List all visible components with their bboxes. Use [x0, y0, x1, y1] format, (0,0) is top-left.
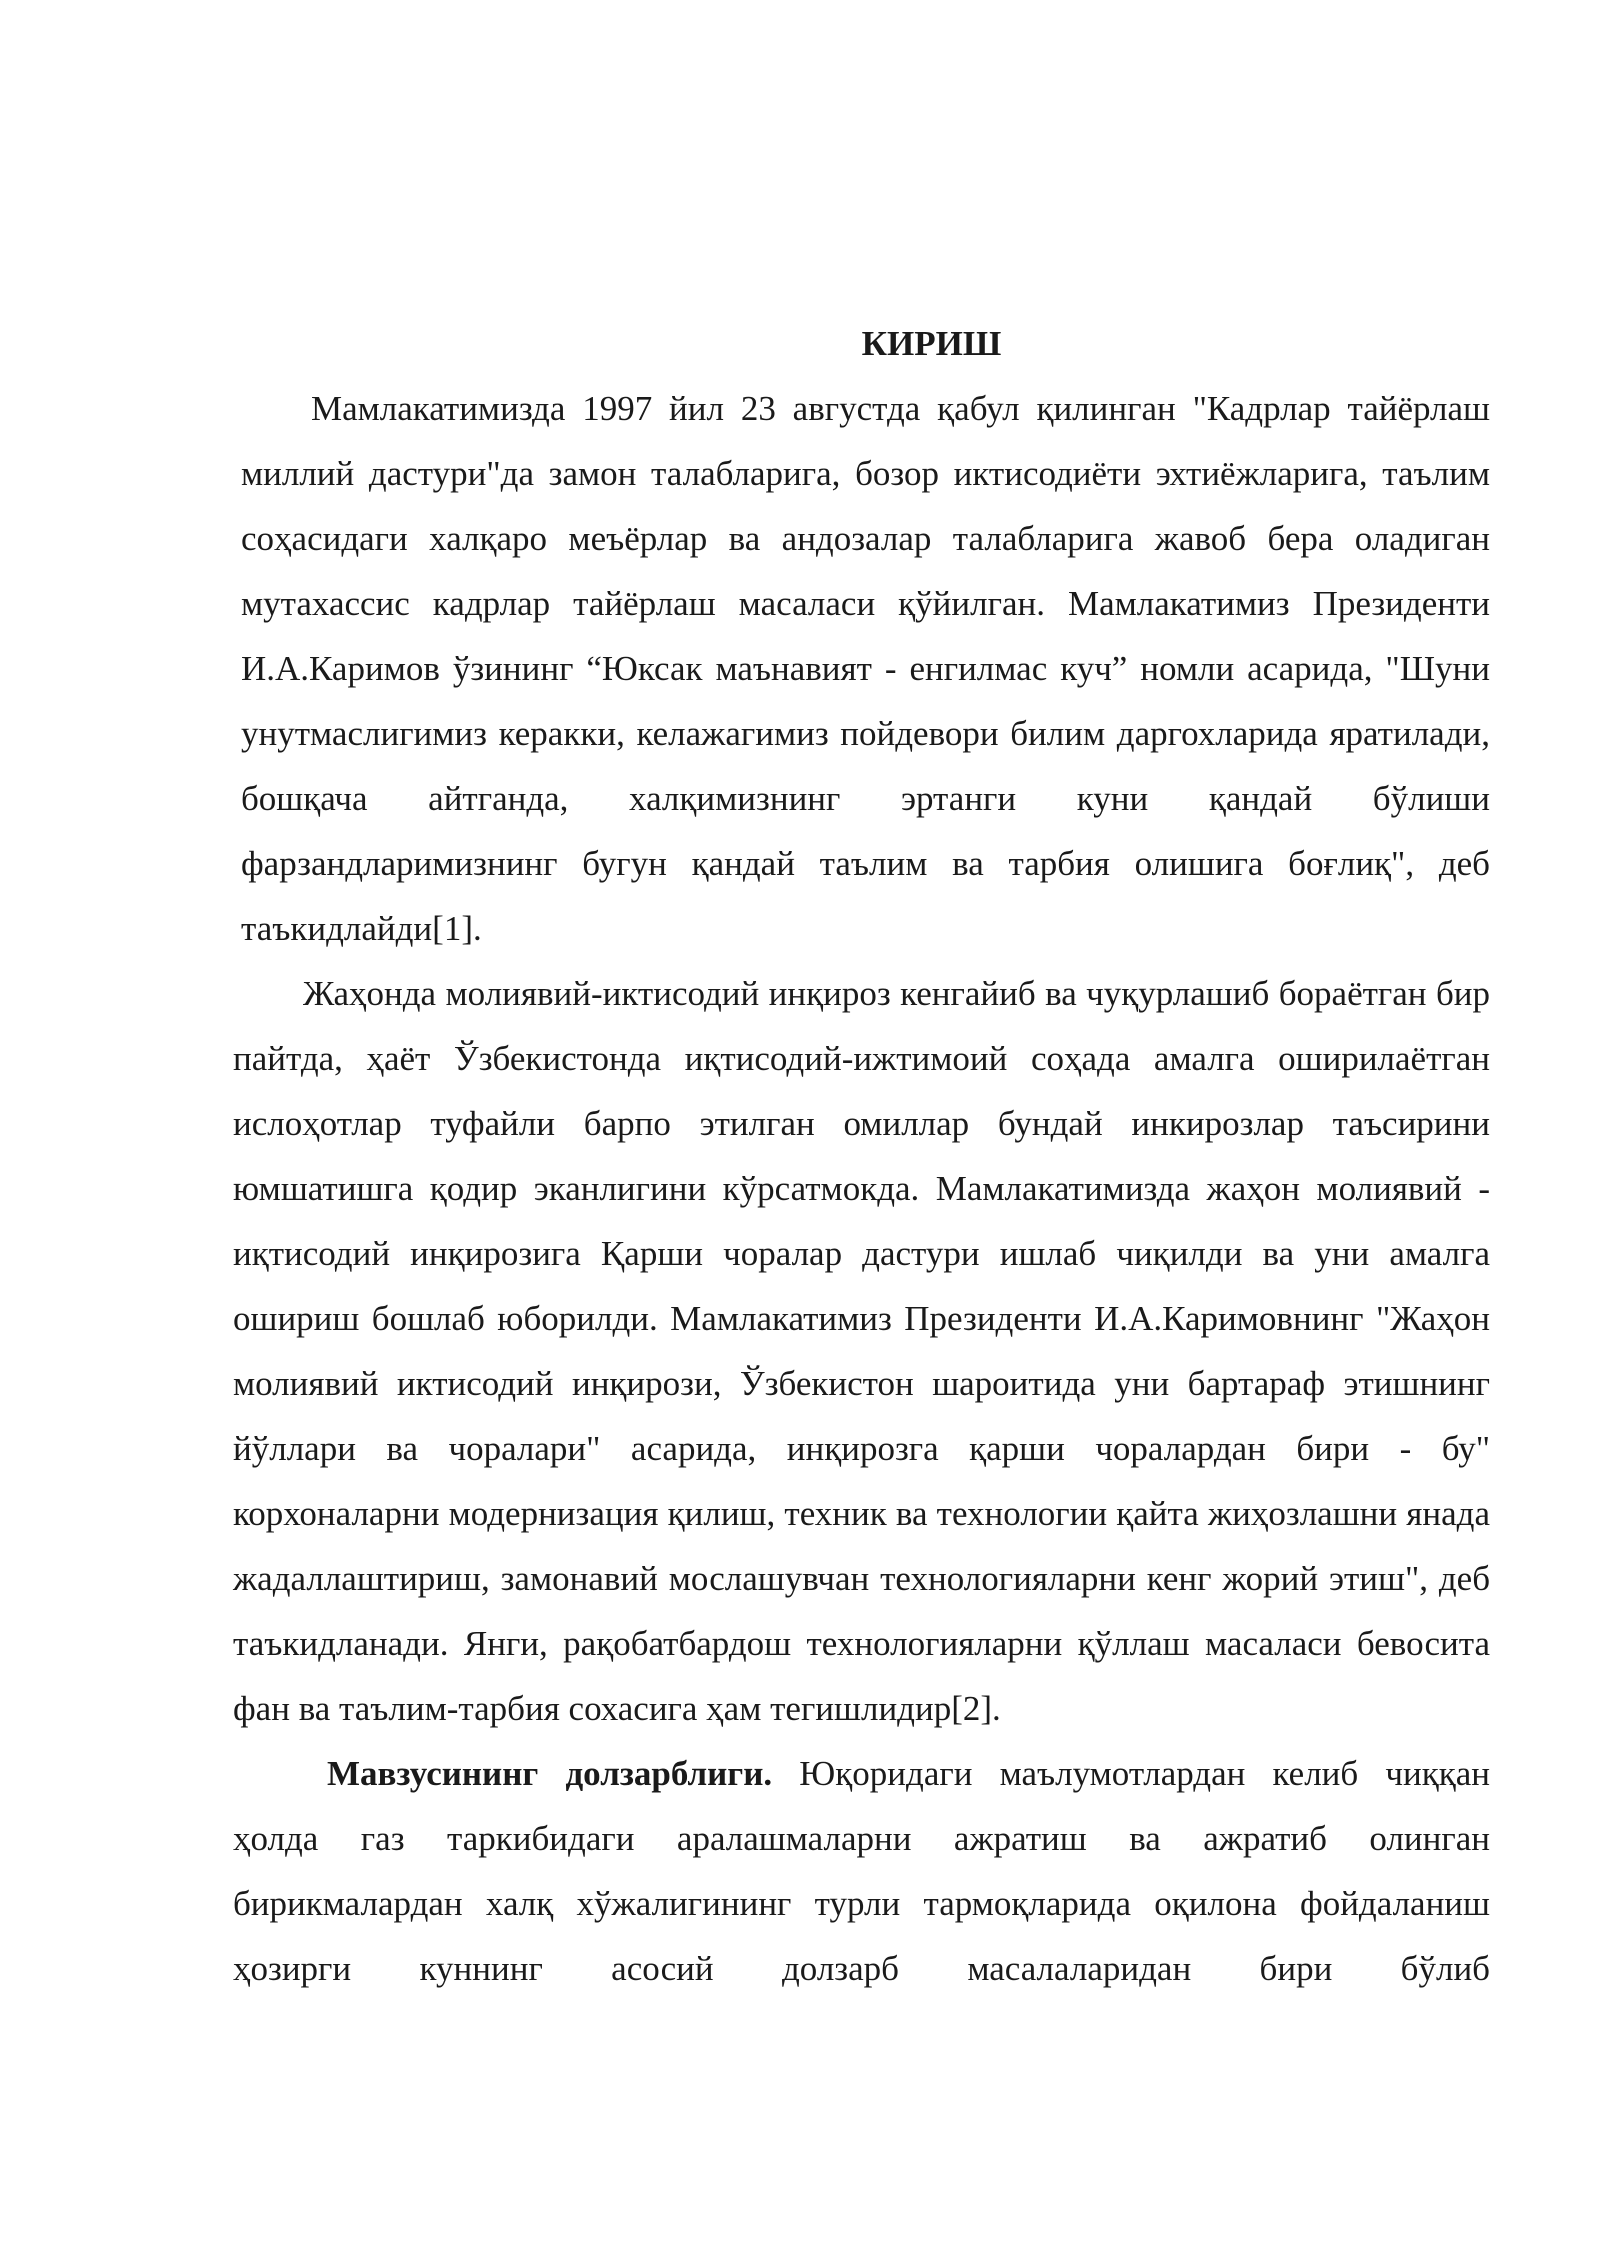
- relevance-text: Юқоридаги маълумотлардан келиб чиққан ҳолда газ таркибидаги аралашмаларни ажратиш ва ажратиб олинган бирикмалардан халқ хўжалигининг турли тармоқларида оқилона фойдаланиш ҳозирги куннинг асосий долзарб масалаларидан бири бўлиб: [233, 1754, 1491, 1988]
- document-body: [233, 318, 1490, 2001]
- paragraph-intro: Мамлакатимизда 1997 йил 23 августда қабул қилинган "Кадрлар тайёрлаш миллий дастури"да замон талабларига, бозор иктисодиёти эхтиёжларига, таълим соҳасидаги халқаро меъёрлар ва андозалар талабларига жавоб бера оладиган мутахассис кадрлар тайёрлаш масаласи қўйилган. Мамлакатимиз Президенти И.А.Каримов ўзининг “Юксак маънавият - енгилмас куч” номли асарида, "Шуни унутмаслигимиз керакки, келажагимиз пойдевори билим даргохларида яратилади, бошқача айтганда, халқимизнинг эртанги куни қандай бўлиши фарзандларимизнинг бугун қандай таълим ва тарбия олишига боғлиқ", деб таъкидлайди[1].: [241, 389, 1490, 948]
- section-heading: КИРИШ: [861, 324, 1002, 363]
- paragraph-crisis: Жаҳонда молиявий-иктисодий инқироз кенгайиб ва чуқурлашиб бораётган бир пайтда, ҳаёт Ўзбекистонда иқтисодий-ижтимоий соҳада амалга оширилаётган ислоҳотлар туфайли барпо этилган омиллар бундай инкирозлар таъсирини юмшатишга қодир эканлигини кўрсатмокда. Мамлакатимизда жаҳон молиявий - иқтисодий инқирозига Қарши чоралар дастури ишлаб чиқилди ва уни амалга ошириш бошлаб юборилди. Мамлакатимиз Президенти И.А.Каримовнинг "Жаҳон молиявий иктисодий инқирози, Ўзбекистон шароитида уни бартараф этишнинг йўллари ва чоралари" асарида, инқирозга қарши чоралардан бири - бу" корхоналарни модернизация қилиш, техник ва технологии қайта жиҳозлашни янада жадаллаштириш, замонавий мослашувчан технологияларни кенг жорий этиш", деб таъкидланади. Янги, рақобатбардош технологияларни қўллаш масаласи бевосита фан ва таълим-тарбия сохасига ҳам тегишлидир[2].: [233, 974, 1490, 1728]
- paragraph-relevance: [233, 1741, 1490, 2001]
- relevance-lead: Мавзусининг долзарблиги.: [327, 1754, 773, 1793]
